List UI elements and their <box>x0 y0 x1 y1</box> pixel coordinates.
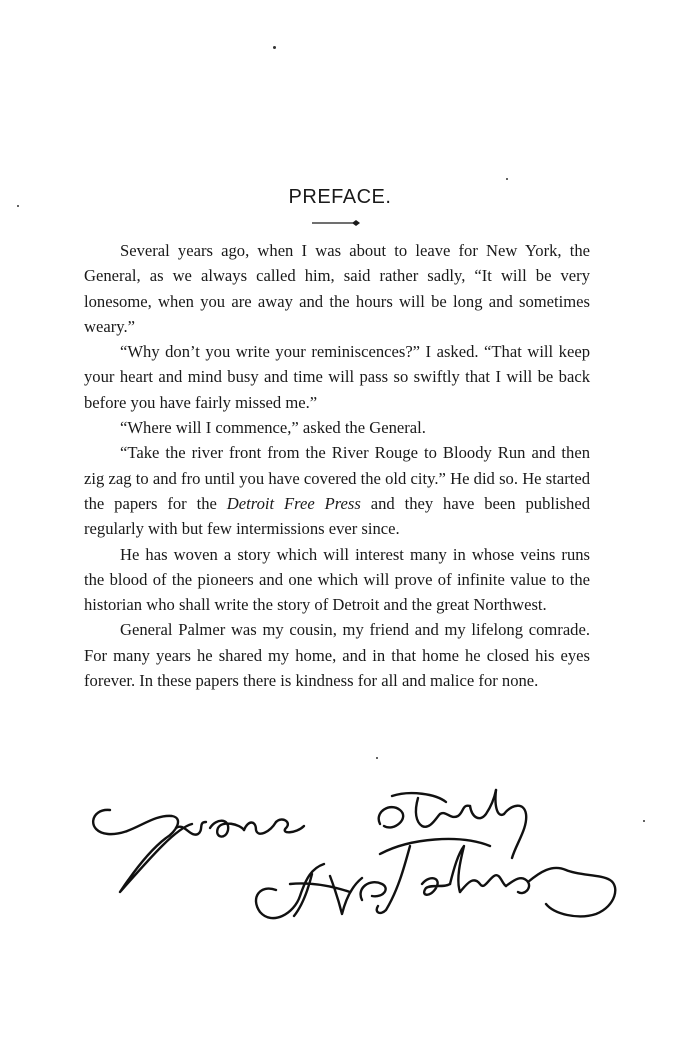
ink-speck <box>273 46 276 49</box>
newspaper-title: Detroit Free Press <box>226 493 361 513</box>
ink-speck <box>506 178 508 180</box>
paragraph: “Why don’t you write your reminiscences?” I asked. “That will keep your heart and mind busy and time will pass so swiftly that I will be back before you have fairly missed me.” <box>84 342 590 412</box>
paragraph: “Where will I commence,” asked the General. <box>120 418 426 438</box>
paragraph: General Palmer was my cousin, my friend and my lifelong comrade. For many years he shared my home, and in that home he closed his eyes forever. In these papers there is kindness for all and malice for none. <box>84 620 590 691</box>
page-title: PREFACE. <box>288 186 392 208</box>
ink-speck <box>376 757 378 759</box>
paragraph-text: “Take the river front from the River Rouge to Bloody Run and then zig zag to and fro until you have covered the old city.” He did so. He started the papers for the <box>84 443 590 513</box>
paragraph: Several years ago, when I was about to leave for New York, the General, as we always called him, said rather sadly, “It will be very lonesome, when you are away and the hours will be long and sometimes weary.” <box>84 241 590 336</box>
preface-text <box>84 238 590 693</box>
paragraph: He has woven a story which will interest many in whose veins runs the blood of the pioneers and one which will prove of infinite value to the historian who shall write the story of Detroit and the great Northwest. <box>84 544 590 615</box>
paragraph-text: and they have been published regularly with but few intermissions ever since. <box>84 493 590 539</box>
paragraph <box>84 440 590 541</box>
title-ornament-rule <box>312 218 360 228</box>
handwritten-signature <box>80 788 650 938</box>
